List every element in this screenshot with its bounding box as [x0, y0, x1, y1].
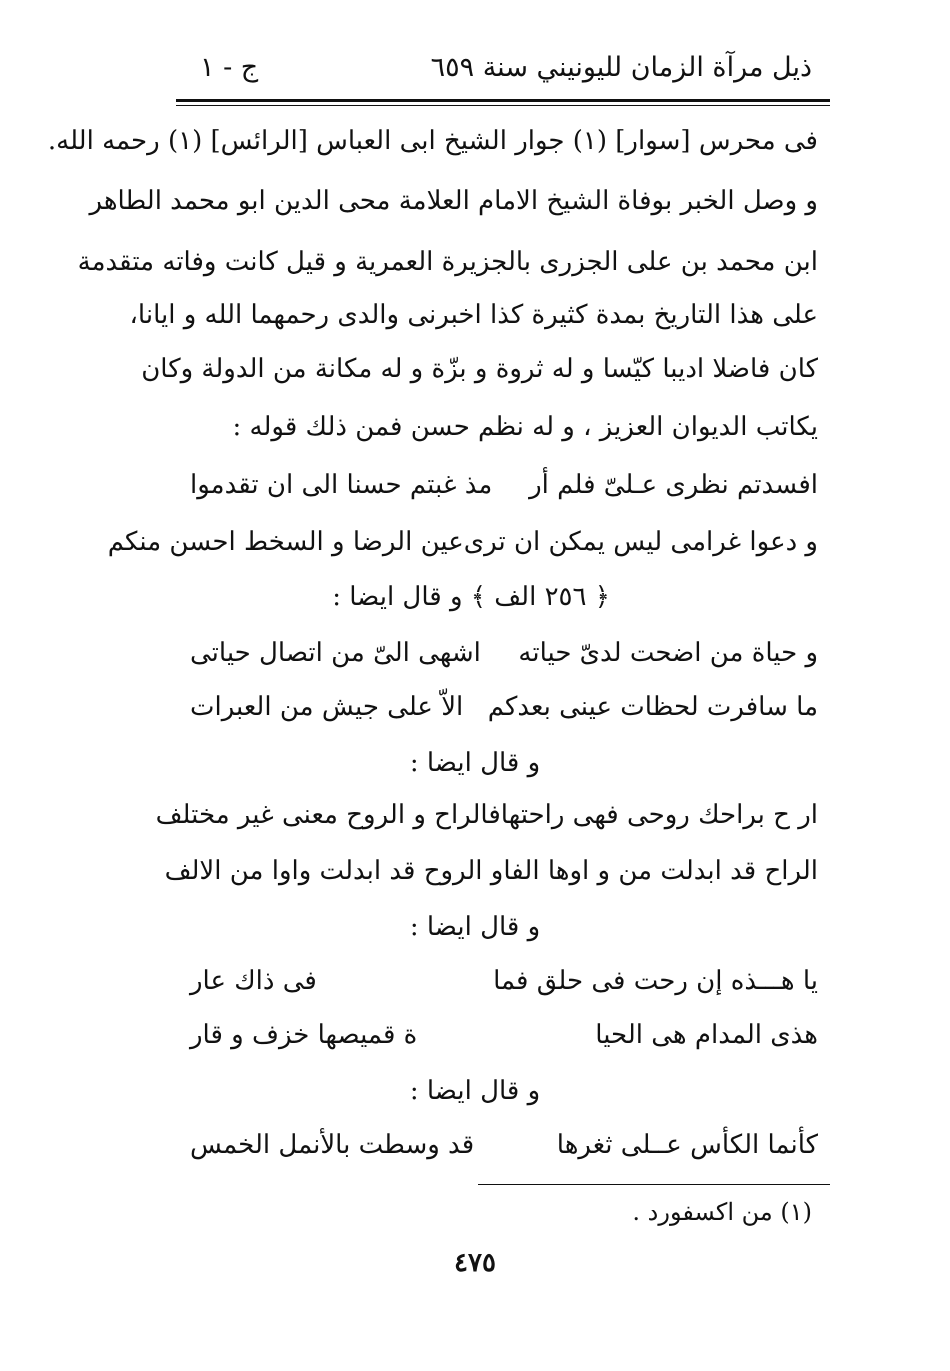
prose-line: كان فاضلا اديبا كيّسا و له ثروة و بزّة و له مكانة من الدولة وكان: [141, 354, 818, 384]
running-title: ذيل مرآة الزمان لليونيني سنة ٦٥٩: [430, 52, 812, 83]
verse-first-hemistich: و دعوا غرامى ليس يمكن ان ترى: [463, 527, 818, 557]
verse-first-hemistich: هذى المدام هى الحيا: [595, 1020, 818, 1050]
prose-line: و وصل الخبر بوفاة الشيخ الامام العلامة محى الدين ابو محمد الطاهر: [89, 186, 818, 216]
verse-second-hemistich: مذ غبتم حسنا الى ان تقدموا: [190, 470, 493, 500]
verse-first-hemistich: و حياة من اضحت لدىّ حياته: [518, 638, 818, 668]
verse-second-hemistich: الاّ على جيش من العبرات: [190, 692, 464, 722]
verse-first-hemistich: افسدتم نظرى عـلىّ فلم أر: [529, 470, 818, 500]
verse-intro: و قال ايضا :: [409, 748, 541, 778]
verse-first-hemistich: الراح قد ابدلت من و اوها الفا: [503, 856, 818, 886]
verse-second-hemistich: و الروح قد ابدلت واوا من الالف: [164, 856, 504, 886]
prose-line: ابن محمد بن على الجزرى بالجزيرة العمرية و قيل كانت وفاته متقدمة: [77, 247, 818, 277]
verse-line: [190, 692, 818, 723]
header-rule-thin: [176, 105, 830, 106]
folio-marker-line: ﴿ ٢٥٦ الف ﴾ و قال ايضا :: [332, 582, 610, 612]
verse-line: [190, 966, 818, 997]
verse-line: [190, 638, 818, 669]
prose-line: فى محرس [سوار] (١) جوار الشيخ ابى العباس [الرائس] (١) رحمه الله.: [47, 126, 818, 156]
verse-line: [190, 1020, 818, 1051]
verse-second-hemistich: قد وسطت بالأنمل الخمس: [190, 1130, 475, 1160]
footnote-rule: [478, 1184, 830, 1185]
verse-line: [107, 527, 818, 558]
verse-second-hemistich: فالراح و الروح معنى غير مختلف: [155, 800, 501, 830]
verse-line: [164, 856, 818, 887]
verse-first-hemistich: ار ح براحك روحى فهى راحتها: [500, 800, 818, 830]
page-number: ٤٧٥: [454, 1248, 496, 1278]
verse-first-hemistich: كأنما الكأس عــلى ثغرها: [556, 1130, 818, 1160]
prose-line: على هذا التاريخ بمدة كثيرة كذا اخبرنى والدى رحمهما الله و ايانا،: [129, 300, 818, 330]
verse-line: [190, 1130, 818, 1161]
verse-first-hemistich: يا هـــذه إن رحت فى حلق فما: [493, 966, 818, 996]
verse-intro: و قال ايضا :: [409, 1076, 541, 1106]
verse-second-hemistich: فى ذاك عار: [190, 966, 317, 996]
footnote: (١) من اكسفورد .: [632, 1198, 812, 1226]
verse-line: [155, 800, 818, 831]
verse-second-hemistich: عين الرضا و السخط احسن منكم: [107, 527, 464, 557]
verse-second-hemistich: اشهى الىّ من اتصال حياتى: [190, 638, 481, 668]
prose-line: يكاتب الديوان العزيز ، و له نظم حسن فمن ذلك قوله :: [232, 412, 818, 442]
verse-second-hemistich: ة قميصها خزف و قار: [190, 1020, 418, 1050]
volume-label: ج - ١: [200, 52, 259, 83]
verse-line: [190, 470, 818, 501]
header-rule: [176, 99, 830, 102]
verse-intro: و قال ايضا :: [409, 912, 541, 942]
verse-first-hemistich: ما سافرت لحظات عينى بعدكم: [487, 692, 818, 722]
